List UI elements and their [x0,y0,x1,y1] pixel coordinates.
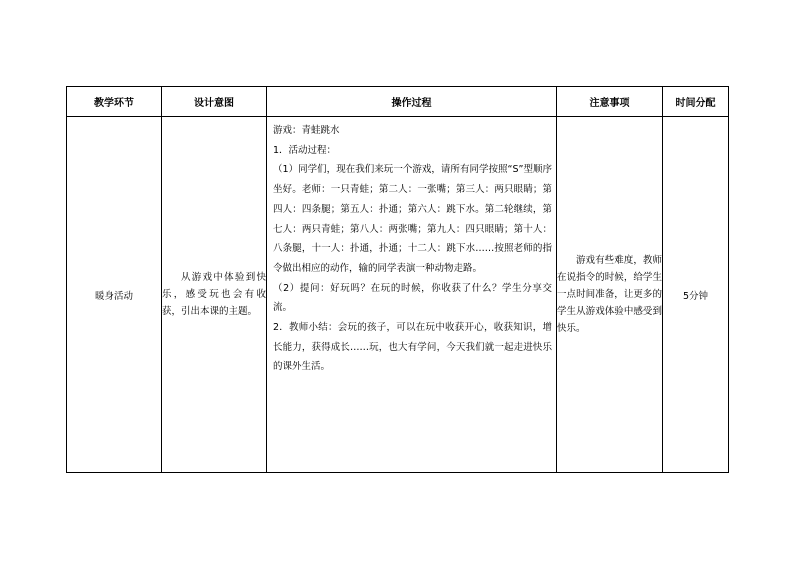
table-header-row [67,87,729,117]
intent-text: 从游戏中体验到快乐，感受玩也会有收获，引出本课的主题。 [162,272,266,317]
procedure-line: 游戏：青蛙跳水 [273,125,340,136]
cell-time: 5分钟 [663,117,729,473]
cell-procedure [267,117,557,473]
cell-stage: 暖身活动 [67,117,162,473]
procedure-line: （1）同学们，现在我们来玩一个游戏，请所有同学按照“S”型顺序坐好。老师：一只青蛙；第二人：一张嘴；第三人：两只眼睛；第四人：四条腿；第五人：扑通；第六人：跳下水。第二轮继续，第七人：两只青蛙；第八人：两张嘴；第九人：四只眼睛；第十人：八条腿，十一人：扑通，扑通；十二人：跳下水……按照老师的指令做出相应的动作，输的同学表演一种动物走路。 [273,164,552,274]
procedure-line: 2．教师小结：会玩的孩子，可以在玩中收获开心，收获知识，增长能力，获得成长……玩，也大有学问，今天我们就一起走进快乐的课外生活。 [273,322,552,373]
cell-notes [557,117,663,473]
header-time-allocation: 时间分配 [663,87,729,117]
procedure-line: 1．活动过程： [273,144,337,156]
header-notes: 注意事项 [557,87,663,117]
notes-text: 游戏有些难度，教师在说指令的时候，给学生一点时间准备，让更多的学生从游戏体验中感受到快乐。 [557,255,662,334]
header-teaching-stage: 教学环节 [67,87,162,117]
table-row [67,117,729,473]
header-design-intent: 设计意图 [162,87,267,117]
cell-intent [162,117,267,473]
procedure-line: （2）提问：好玩吗？在玩的时候，你收获了什么？学生分享交流。 [273,282,552,314]
header-procedure: 操作过程 [267,87,557,117]
lesson-plan-table [66,86,729,473]
